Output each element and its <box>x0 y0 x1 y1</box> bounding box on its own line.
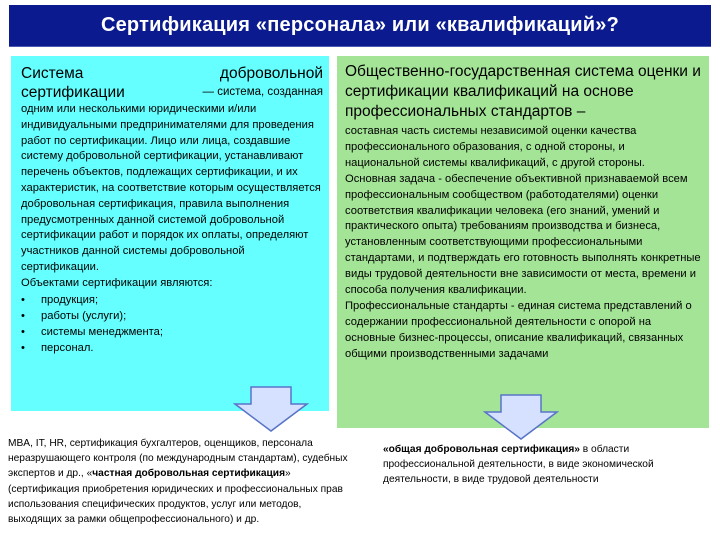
right-body-1: составная часть системы независимой оценки качества профессионального образования, с одной стороны, и национальной системы квалификаций, с другой стороны. <box>345 125 645 169</box>
note-bold: «общая добровольная сертификация» <box>383 444 580 455</box>
note-text: в области профессиональной деятельности, в виде экономической деятельности, в виде трудовой деятельности <box>383 444 654 486</box>
private-certification-note <box>8 436 353 527</box>
list-item: • персонал. <box>21 340 323 356</box>
left-lead-line2 <box>21 83 323 102</box>
left-lead-term: сертификации <box>21 84 125 101</box>
left-objects-intro: Объектами сертификации являются: <box>21 276 213 289</box>
list-item: • продукция; <box>21 292 323 308</box>
general-certification-note <box>383 442 705 488</box>
left-body: одним или несколькими юридическими и/или индивидуальными предпринимателями для проведения работ по сертификации. Лицо или лица, создавшие систему добровольной сертификации, устанавливают перечень объектов, подлежащих сертификации, и их характеристик, на соответствие которым осуществляется добровольная сертификация, правила выполнения предусмотренных данной системой добровольной сертификации работ и порядок их оплаты, определяют участников данной системы добровольной сертификации. <box>21 103 321 273</box>
right-body-2: Основная задача - обеспечение объективной признаваемой всем профессиональным сообществом (работодателями) оценки соответствия квалификации человека (его знаний, умений и практического опыта) требованиям производства и бизнеса, установленным соответствующими профессиональными стандартами, и подтверждать его готовность выполнять конкретные виды трудовой деятельности вне зависимости от места, времени и способа получения квалификации. <box>345 172 701 297</box>
list-item: • системы менеджмента; <box>21 324 323 340</box>
left-lead-word1: Система <box>21 65 84 82</box>
note-text: » (сертификация приобретения юридических и профессиональных прав использования специфических продуктов, услуг или методов, выходящих за рамки общепрофессионального) и др. <box>8 468 343 526</box>
page-title: Сертификация «персонала» или «квалификаций»? <box>9 5 711 47</box>
down-arrow-icon <box>483 394 559 440</box>
left-lead-word2: добровольной <box>219 65 323 82</box>
list-item: • работы (услуги); <box>21 308 323 324</box>
note-bold: частная добровольная сертификация <box>92 468 286 480</box>
down-arrow-icon <box>233 386 309 432</box>
right-body-3: Профессиональные стандарты - единая система представлений о содержании профессиональной деятельности с опорой на основные бизнес-процессы, описание квалификаций, связанных общими производственными задачами <box>345 299 692 360</box>
right-lead: Общественно-государственная система оценки и сертификации квалификаций на основе профессиональных стандартов – <box>345 63 701 120</box>
voluntary-certification-box <box>11 56 329 411</box>
certification-objects-list <box>21 292 323 356</box>
left-lead-line1 <box>21 64 323 83</box>
qualification-certification-box <box>337 56 709 428</box>
note-text: MBA, IT, HR, сертификация бухгалтеров, оценщиков, персонала неразрушающего контроля (по международным стандартам), судебных экспертов и др., « <box>8 438 348 480</box>
left-lead-rest: — система, созданная <box>202 86 323 98</box>
